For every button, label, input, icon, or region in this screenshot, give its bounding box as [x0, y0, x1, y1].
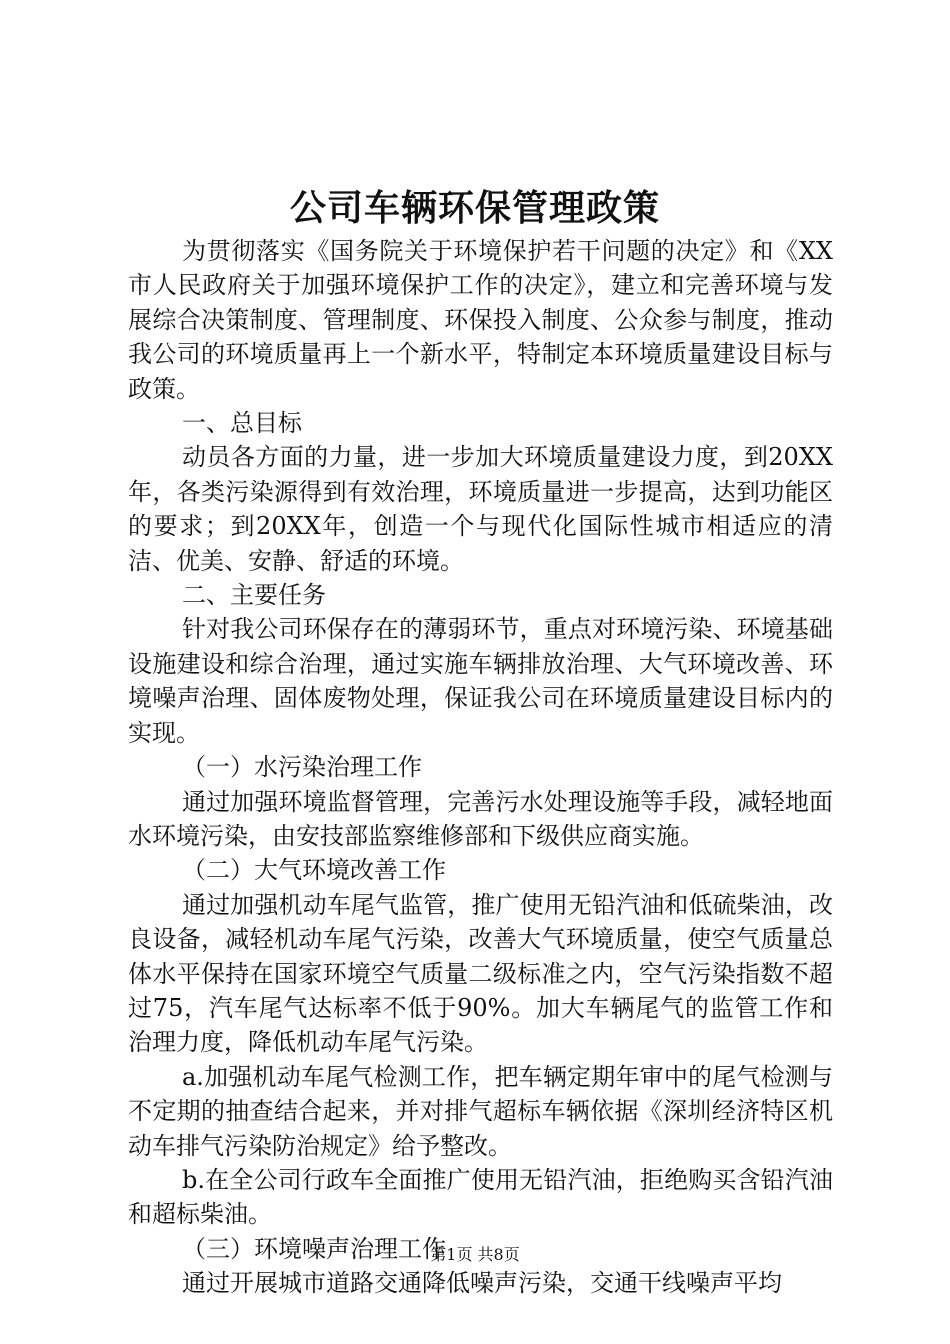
- air-paragraph: 通过加强机动车尾气监管，推广使用无铅汽油和低硫柴油，改良设备，减轻机动车尾气污染，改善大气环境质量，使空气质量总体水平保持在国家环境空气质量二级标准之内，空气污染指数不超过75，汽车尾气达标率不低于90%。加大车辆尾气的监管工作和治理力度，降低机动车尾气污染。: [128, 890, 833, 1057]
- section-heading-general-goal: 一、总目标: [182, 409, 302, 438]
- document-body: [128, 234, 833, 1301]
- main-tasks-paragraph: 针对我公司环保存在的薄弱环节，重点对环境污染、环境基础设施建设和综合治理，通过实施车辆排放治理、大气环境改善、环境噪声治理、固体废物处理，保证我公司在环境质量建设目标内的实现。: [128, 615, 833, 747]
- document-title: 公司车辆环保管理政策: [289, 187, 660, 229]
- general-goal-paragraph: 动员各方面的力量，进一步加大环境质量建设力度，到20XX年，各类污染源得到有效治理，环境质量进一步提高，达到功能区的要求；到20XX年，创造一个与现代化国际性城市相适应的清洁、优美、安静、舒适的环境。: [128, 443, 833, 575]
- air-item-b: b.在全公司行政车全面推广使用无铅汽油，拒绝购买含铅汽油和超标柴油。: [128, 1165, 833, 1229]
- page-footer: 第1页 共8页: [430, 1245, 520, 1264]
- section-heading-main-tasks: 二、主要任务: [182, 581, 326, 610]
- subsection-heading-water: （一）水污染治理工作: [182, 753, 422, 782]
- water-paragraph: 通过加强环境监督管理，完善污水处理设施等手段，减轻地面水环境污染，由安技部监察维修部和下级供应商实施。: [128, 787, 833, 850]
- noise-paragraph: 通过开展城市道路交通降低噪声污染，交通干线噪声平均: [182, 1269, 782, 1298]
- intro-paragraph: 为贯彻落实《国务院关于环境保护若干问题的决定》和《XX市人民政府关于加强环境保护工作的决定》，建立和完善环境与发展综合决策制度、管理制度、环保投入制度、公众参与制度，推动我公司的环境质量再上一个新水平，特制定本环境质量建设目标与政策。: [128, 237, 833, 403]
- air-item-a: a.加强机动车尾气检测工作，把车辆定期年审中的尾气检测与不定期的抽查结合起来，并对排气超标车辆依据《深圳经济特区机动车排气污染防治规定》给予整改。: [128, 1062, 833, 1160]
- subsection-heading-noise: （三）环境噪声治理工作: [182, 1234, 446, 1263]
- subsection-heading-air: （二）大气环境改善工作: [182, 856, 446, 885]
